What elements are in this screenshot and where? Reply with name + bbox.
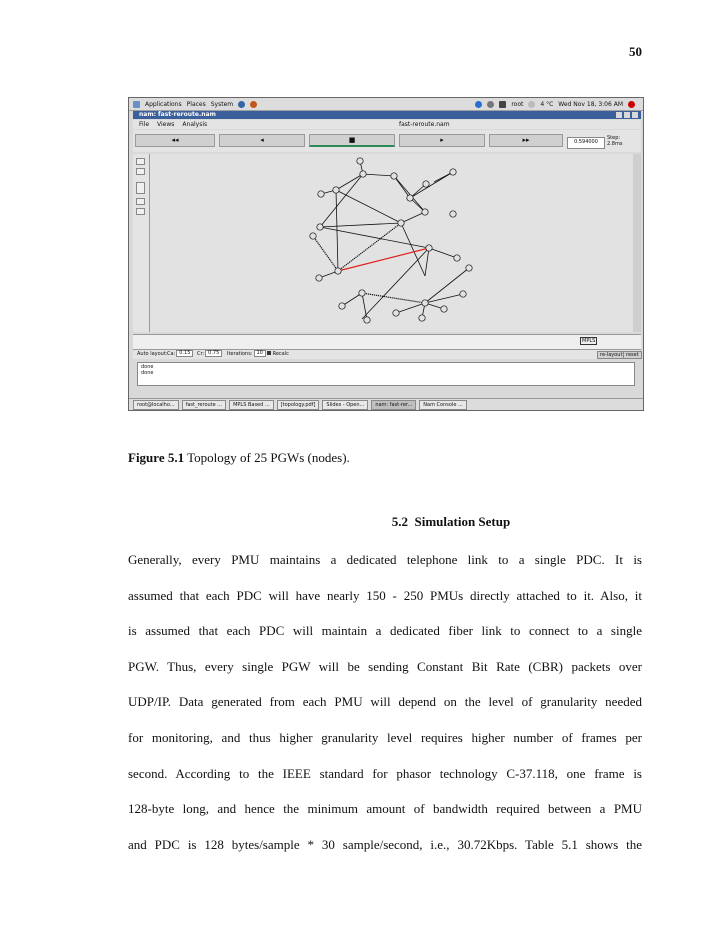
canvas-scrollbar[interactable] — [633, 154, 641, 332]
status-clock[interactable]: Wed Nov 18, 3:06 AM — [558, 100, 623, 108]
network-node[interactable] — [398, 220, 404, 226]
network-node[interactable] — [316, 275, 322, 281]
fast-forward-button[interactable]: ▸▸ — [489, 134, 563, 147]
menu-views[interactable]: Views — [157, 121, 175, 128]
network-node[interactable] — [339, 303, 345, 309]
tool-sidebar — [133, 154, 149, 332]
window-titlebar[interactable] — [133, 111, 641, 119]
console-line: done — [141, 364, 154, 370]
network-node[interactable] — [450, 211, 456, 217]
firefox-icon[interactable] — [250, 101, 257, 108]
browser-icon[interactable] — [238, 101, 245, 108]
link — [363, 174, 394, 176]
gnome-top-panel — [129, 98, 643, 111]
network-node[interactable] — [393, 310, 399, 316]
slider-icon[interactable] — [136, 182, 145, 194]
paragraph-line: is assumed that each PDC will maintain a dedicated fiber link to connect to a single — [128, 623, 642, 639]
volume-icon[interactable] — [487, 101, 494, 108]
trace-file-name: fast-reroute.nam — [399, 121, 450, 128]
network-node[interactable] — [426, 245, 432, 251]
network-node[interactable] — [391, 173, 397, 179]
menu-file[interactable]: File — [139, 121, 150, 128]
task-nam-console[interactable]: Nam Console ... — [419, 400, 466, 410]
ca-input[interactable]: 0.15 — [176, 350, 193, 357]
network-node[interactable] — [422, 300, 428, 306]
cr-label: Cr: — [197, 351, 205, 357]
page-number: 50 — [629, 44, 642, 59]
paragraph-line: and PDC is 128 bytes/sample * 30 sample/second, i.e., 30.72Kbps. Table 5.1 shows the — [128, 836, 642, 852]
link — [320, 227, 429, 248]
edit-icon[interactable] — [136, 208, 145, 215]
power-icon[interactable] — [628, 101, 635, 108]
user-icon — [499, 101, 506, 108]
auto-layout-label: Auto layout: — [137, 351, 168, 357]
link — [320, 223, 401, 227]
link — [362, 293, 425, 303]
minimize-icon[interactable] — [616, 112, 622, 118]
network-node[interactable] — [335, 268, 341, 274]
timeline-marker[interactable]: MPLS — [582, 338, 596, 344]
paragraph-line: PGW. Thus, every single PGW will be sending Constant Bit Rate (CBR) packets over — [128, 658, 642, 674]
window-title: nam: fast-reroute.nam — [139, 111, 216, 118]
stop-button[interactable]: ■ — [309, 134, 395, 147]
network-node[interactable] — [357, 158, 363, 164]
taskbar — [129, 398, 643, 410]
zoom-in-icon[interactable] — [136, 158, 145, 165]
network-node[interactable] — [364, 317, 370, 323]
network-node[interactable] — [454, 255, 460, 261]
body-paragraph — [128, 542, 642, 862]
link — [429, 248, 457, 258]
network-node[interactable] — [333, 187, 339, 193]
paragraph-line: assumed that each PDC will have nearly 150 - 250 PMUs directly attached to it. Also, it — [128, 587, 642, 603]
network-node[interactable] — [450, 169, 456, 175]
back-button[interactable]: ◂ — [219, 134, 305, 147]
task-fast-reroute[interactable]: fast_reroute ... — [182, 400, 226, 410]
network-node[interactable] — [441, 306, 447, 312]
menu-analysis[interactable]: Analysis — [182, 121, 208, 128]
link — [425, 248, 429, 276]
relayout-button[interactable]: re-layout — [597, 351, 625, 359]
link — [313, 236, 338, 271]
task-mpls[interactable]: MPLS Based ... — [229, 400, 274, 410]
link — [336, 190, 401, 223]
network-node[interactable] — [407, 195, 413, 201]
task-topology-pdf[interactable]: [topology.pdf] — [277, 400, 320, 410]
close-icon[interactable] — [632, 112, 638, 118]
status-user: root — [511, 100, 524, 108]
gnome-foot-icon — [133, 101, 140, 108]
link — [396, 303, 425, 313]
iterations-input[interactable]: 10 — [254, 350, 266, 357]
console-line: done — [141, 370, 154, 376]
recalc-checkbox[interactable] — [267, 351, 271, 355]
recalc-label: Recalc — [272, 351, 289, 357]
menu-places[interactable]: Places — [186, 100, 206, 108]
time-display: 0.594000 — [567, 137, 605, 149]
link — [338, 223, 401, 271]
link — [342, 293, 362, 306]
link — [394, 176, 425, 212]
nam-screenshot — [128, 97, 644, 411]
figure-caption-text: Topology of 25 PGWs (nodes). — [184, 450, 350, 465]
step-display[interactable]: Step: 2.8ms — [607, 135, 623, 147]
maximize-icon[interactable] — [624, 112, 630, 118]
paragraph-line: second. According to the IEEE standard for phasor technology C-37.118, one frame is — [128, 765, 642, 781]
status-weather: 4 °C — [540, 100, 554, 108]
network-node[interactable] — [310, 233, 316, 239]
nam-menubar — [133, 120, 641, 129]
cr-input[interactable]: 0.75 — [205, 350, 222, 357]
menu-applications[interactable]: Applications — [145, 100, 182, 108]
topology-graph — [150, 154, 634, 332]
network-node[interactable] — [317, 224, 323, 230]
figure-caption — [128, 450, 350, 466]
link — [410, 172, 453, 198]
ca-label: Ca: — [167, 351, 176, 357]
network-node[interactable] — [360, 171, 366, 177]
figure-label: Figure 5.1 — [128, 450, 185, 465]
pan-icon[interactable] — [136, 198, 145, 205]
bluetooth-icon[interactable] — [475, 101, 482, 108]
highlighted-link — [338, 248, 429, 271]
layout-params — [133, 350, 641, 359]
task-nam[interactable]: nam: fast-rer... — [371, 400, 416, 410]
play-button[interactable]: ▸ — [399, 134, 485, 147]
reset-button[interactable]: reset — [623, 351, 642, 359]
weather-icon — [528, 101, 535, 108]
network-node[interactable] — [466, 265, 472, 271]
section-number: 5.2 — [391, 514, 408, 529]
section-title: Simulation Setup — [414, 514, 511, 529]
network-node[interactable] — [318, 191, 324, 197]
paragraph-line: for monitoring, and thus higher granularity level requires higher number of frames per — [128, 729, 642, 745]
link — [362, 248, 429, 319]
network-canvas[interactable] — [149, 154, 635, 332]
task-slides[interactable]: Slides - Open... — [322, 400, 368, 410]
network-node[interactable] — [422, 209, 428, 215]
playback-controls — [133, 130, 641, 152]
rewind-button[interactable]: ◂◂ — [135, 134, 215, 147]
timeline-slider[interactable] — [133, 334, 641, 350]
link — [336, 174, 363, 190]
paragraph-line: 128-byte long, and hence the minimum amount of bandwidth required between a PMU — [128, 801, 642, 817]
section-heading — [128, 514, 642, 530]
network-node[interactable] — [460, 291, 466, 297]
network-node[interactable] — [359, 290, 365, 296]
network-node[interactable] — [423, 181, 429, 187]
link — [401, 212, 425, 223]
paragraph-line: Generally, every PMU maintains a dedicated telephone link to a single PDC. It is — [128, 552, 642, 567]
task-terminal[interactable]: root@localho... — [133, 400, 179, 410]
iterations-label: Iterations: — [227, 351, 253, 357]
menu-system[interactable]: System — [210, 100, 234, 108]
network-node[interactable] — [419, 315, 425, 321]
zoom-out-icon[interactable] — [136, 168, 145, 175]
console-output[interactable] — [137, 362, 635, 386]
paragraph-line: UDP/IP. Data generated from each PMU will depend on the level of granularity needed — [128, 694, 642, 710]
